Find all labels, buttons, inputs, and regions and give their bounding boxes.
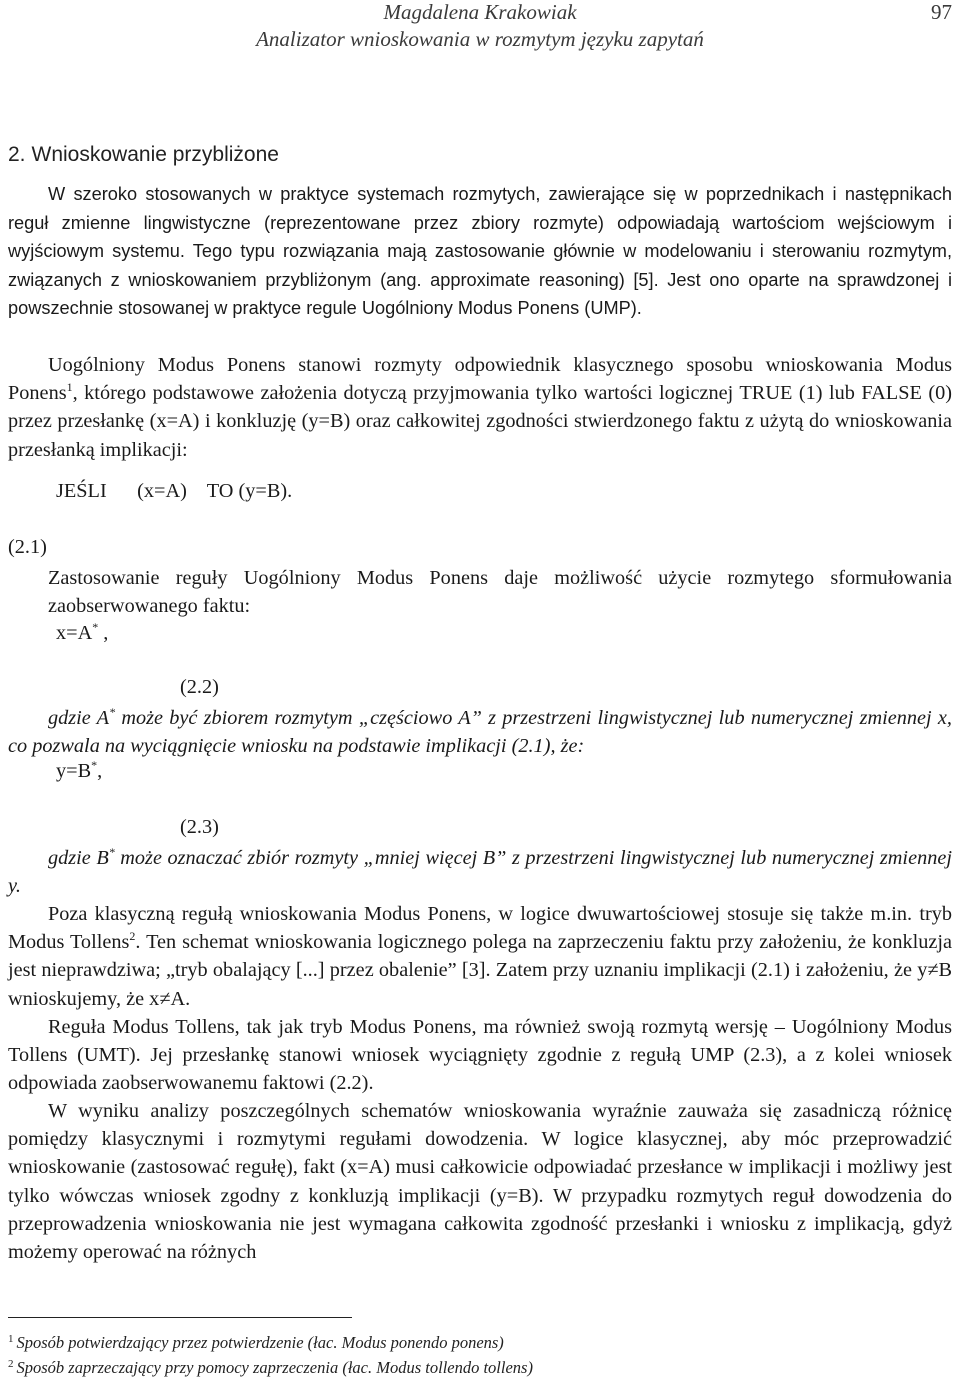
section-title: Wnioskowanie przybliżone [31, 143, 279, 166]
footnote-1 [8, 1333, 504, 1353]
footnote-2-text: Sposób zaprzeczający przy pomocy zaprzeczenia (łac. Modus tollendo tollens) [16, 1358, 533, 1377]
paragraph-8: W wyniku analizy poszczególnych schematów wnioskowania wyraźnie zauważa się zasadniczą różnicę pomiędzy klasycznymi i rozmytymi regułami dowodzenia. W logice klasycznej, aby móc przeprowadzić wnioskowanie (zastosować regułę), fakt (x=A) musi całkowicie odpowiadać przesłance w implikacji i możliwy jest tylko wówczas wniosek zgodny z konkluzją implikacji (y=B). W przypadku rozmytych reguł dowodzenia do przeprowadzenia wnioskowania nie jest wymagana całkowita zgodność przesłanki i wniosku z implikacją, gdyż możemy operować na różnych [8, 1100, 952, 1264]
footnote-ref-2: 2 [129, 929, 136, 944]
paragraph-2 [8, 351, 952, 464]
footnote-1-text: Sposób potwierdzający przez potwierdzenie (łac. Modus ponendo ponens) [16, 1333, 504, 1352]
equation-number-2-2: (2.2) [180, 676, 219, 698]
formula-2-3-star: * [91, 758, 98, 773]
paragraph-3-text: Zastosowanie reguły Uogólniony Modus Ponens daje możliwość użycie rozmytego sformułowania zaobserwowanego faktu: [48, 567, 952, 618]
paragraph-6-text-b: . Ten schemat wnioskowania logicznego polega na zaprzeczeniu faktu przy założeniu, że konkluzja jest nieprawdziwa; „tryb obalający [...] przez obalenie” [3]. Zatem przy uznaniu implikacji (2.1) i założeniu, że y≠B wnioskujemy, że x≠A. [8, 931, 953, 1010]
running-header [0, 0, 960, 60]
footnote-2 [8, 1358, 533, 1378]
paragraph-5-star: * [108, 845, 115, 860]
paragraph-4-text-a: gdzie A [48, 707, 110, 729]
formula-2-3-tail: , [97, 760, 103, 782]
formula-2-3 [56, 760, 102, 783]
formula-2-1: JEŚLI (x=A) TO (y=B). [56, 480, 293, 502]
footnote-divider [8, 1317, 352, 1318]
paragraph-6-text-a: Poza klasyczną regułą wnioskowania Modus Ponens, w logice dwuwartościowej stosuje się także m.in. tryb Modus Tollens [8, 903, 952, 954]
page-number: 97 [931, 0, 952, 24]
formula-2-3-base: y=B [56, 760, 92, 782]
paragraph-7: Reguła Modus Tollens, tak jak tryb Modus Ponens, ma również swoją rozmytą wersję – Uogólniony Modus Tollens (UMT). Jej przesłankę stanowi wniosek wyciągnięty zgodnie z regułą UMP (2.3), a z kolei wniosek odpowiada zaobserwowanemu faktowi (2.2). [8, 1016, 952, 1095]
formula-2-2 [56, 622, 108, 645]
paragraph-5 [8, 844, 952, 900]
header-author: Magdalena Krakowiak [383, 0, 577, 24]
header-title: Analizator wnioskowania w rozmytym języku zapytań [256, 27, 704, 51]
footnote-2-mark: 2 [8, 1357, 14, 1370]
paragraph-2-text-b: , którego podstawowe założenia dotyczą przyjmowania tylko wartości logicznej TRUE (1) lub FALSE (0) przez przesłankę (x=A) i konkluzję (y=B) oraz całkowitej zgodności stwierdzonego faktu z użytą do wnioskowania przesłanką implikacji: [8, 382, 952, 461]
paragraph-4-text-b: może być zbiorem rozmytym „częściowo A” z przestrzeni lingwistycznej lub numerycznej zmiennej x, co pozwala na wyciągnięcie wniosku na podstawie implikacji (2.1), że: [8, 707, 952, 758]
footnote-ref-1: 1 [66, 380, 73, 395]
formula-2-2-star: * [92, 620, 99, 635]
paragraph-5-text-b: może oznaczać zbiór rozmyty „mniej więcej B” z przestrzeni lingwistycznej lub numerycznej zmiennej y. [8, 847, 952, 898]
paragraph-6 [8, 900, 952, 1013]
formula-2-2-tail: , [98, 622, 109, 644]
paragraph-4 [8, 704, 952, 760]
equation-number-2-3: (2.3) [180, 816, 219, 838]
section-heading [8, 143, 285, 167]
paragraph-3 [48, 564, 952, 620]
equation-number-2-1: (2.1) [8, 536, 47, 558]
formula-2-2-base: x=A [56, 622, 93, 644]
paragraph-1: W szeroko stosowanych w praktyce systemach rozmytych, zawierające się w poprzednikach i następnikach reguł zmienne lingwistyczne (reprezentowane przez zbiory rozmyte) odpowiadają wartościom wejściowym i wyjściowym systemu. Tego typu rozwiązania mają zastosowanie głównie w modelowaniu i sterowaniu rozmytym, związanych z wnioskowaniem przybliżonym (ang. approximate reasoning) [5]. Jest ono oparte na sprawdzonej i powszechnie stosowanej w praktyce regule Uogólniony Modus Ponens (UMP). [8, 184, 952, 318]
paragraph-4-star: * [109, 705, 116, 720]
footnote-1-mark: 1 [8, 1332, 14, 1345]
paragraph-2-text-a: Uogólniony Modus Ponens stanowi rozmyty odpowiednik klasycznego sposobu wnioskowania Modus Ponens [8, 354, 952, 405]
section-number: 2. [8, 143, 26, 166]
paragraph-5-text-a: gdzie B [48, 847, 109, 869]
